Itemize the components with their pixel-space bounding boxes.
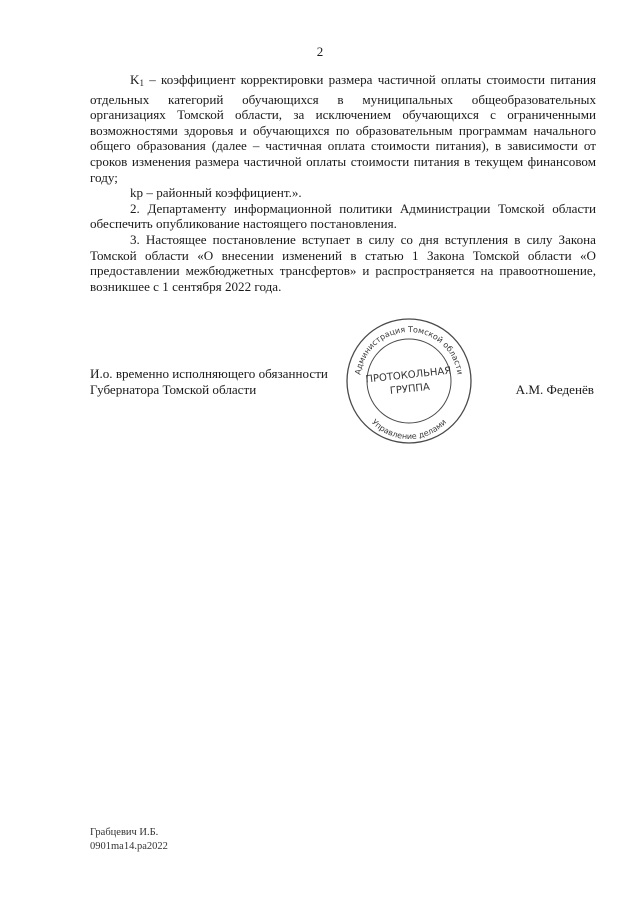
official-stamp <box>344 316 474 446</box>
signatory-title-line-1: И.о. временно исполняющего обязанности <box>90 366 328 381</box>
k1-subscript: 1 <box>139 78 144 88</box>
paragraph-item-2: 2. Департаменту информационной политики Администрации Томской области обеспечить опубликование настоящего постановления. <box>90 200 596 232</box>
k1-symbol: K <box>130 72 140 87</box>
signatory-title <box>90 366 328 398</box>
document-footer <box>90 826 168 854</box>
paragraph-k1 <box>90 72 596 185</box>
footer-author: Грабцевич И.Б. <box>90 827 159 838</box>
signatory-title-line-2: Губернатора Томской области <box>90 382 257 397</box>
stamp-center-line-1: ПРОТОКОЛЬНАЯ <box>365 365 452 386</box>
paragraph-item-3: 3. Настоящее постановление вступает в силу со дня вступления в силу Закона Томской области «О внесении изменений в статью 1 Закона Томской области «О предоставлении межбюджетных трансфертов» и распространяется на правоотношение, возникшее с 1 сентября 2022 года. <box>90 231 596 294</box>
page-number: 2 <box>316 44 324 59</box>
stamp-center-line-2: ГРУППА <box>389 381 431 398</box>
paragraph-kp: kp – районный коэффициент.». <box>130 185 302 201</box>
signatory-name: А.М. Феденёв <box>515 382 594 397</box>
document-body <box>90 72 596 294</box>
stamp-outer-bottom-text: Управление делами <box>369 417 449 442</box>
k1-definition: – коэффициент корректировки размера частичной оплаты стоимости питания отдельных категорий обучающихся в муниципальных общеобразовательных организациях Томской области, за исключением обучающихся с ограниченными возможностями здоровья и обучающихся по образовательным программам начального общего образования (далее – частичная оплата стоимости питания), в зависимости от сроков изменения размера частичной оплаты стоимости питания в текущем финансовом году; <box>90 72 596 185</box>
stamp-outer-top-text: Администрация Томской области <box>353 324 465 376</box>
footer-doc-code: 0901ma14.pa2022 <box>90 841 168 852</box>
